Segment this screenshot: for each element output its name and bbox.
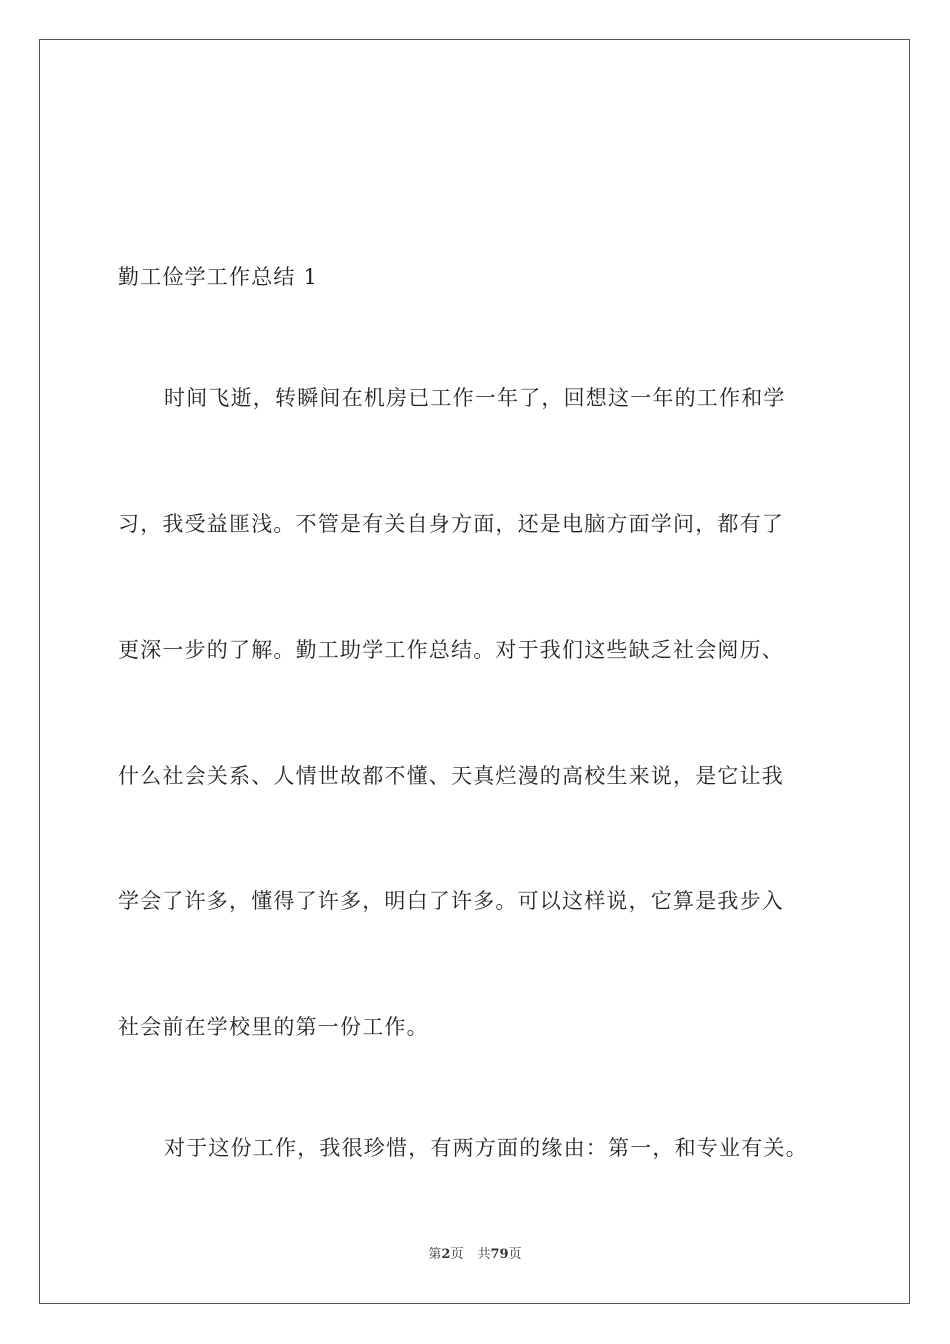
page-footer <box>0 1246 950 1264</box>
page-suffix: 页 <box>450 1247 464 1262</box>
total-pages: 79 <box>490 1247 509 1262</box>
total-prefix: 共 <box>477 1247 491 1262</box>
paragraph-1-line-2: 习，我受益匪浅。不管是有关自身方面，还是电脑方面学问，都有了 <box>118 512 784 536</box>
paragraph-1-line-1: 时间飞逝，转瞬间在机房已工作一年了，回想这一年的工作和学 <box>164 386 786 410</box>
document-title: 勤工俭学工作总结 1 <box>118 265 319 289</box>
page-prefix: 第 <box>428 1247 442 1262</box>
paragraph-2-line-1: 对于这份工作，我很珍惜，有两方面的缘由：第一，和专业有关。 <box>164 1136 808 1160</box>
total-suffix: 页 <box>508 1247 522 1262</box>
paragraph-1-line-3: 更深一步的了解。勤工助学工作总结。对于我们这些缺乏社会阅历、 <box>118 638 784 662</box>
paragraph-1-line-4: 什么社会关系、人情世故都不懂、天真烂漫的高校生来说，是它让我 <box>118 764 784 788</box>
page-number: 2 <box>441 1247 451 1262</box>
page-border <box>39 39 910 1304</box>
paragraph-1-line-6: 社会前在学校里的第一份工作。 <box>118 1015 429 1039</box>
paragraph-1-line-5: 学会了许多，懂得了许多，明白了许多。可以这样说，它算是我步入 <box>118 889 784 913</box>
